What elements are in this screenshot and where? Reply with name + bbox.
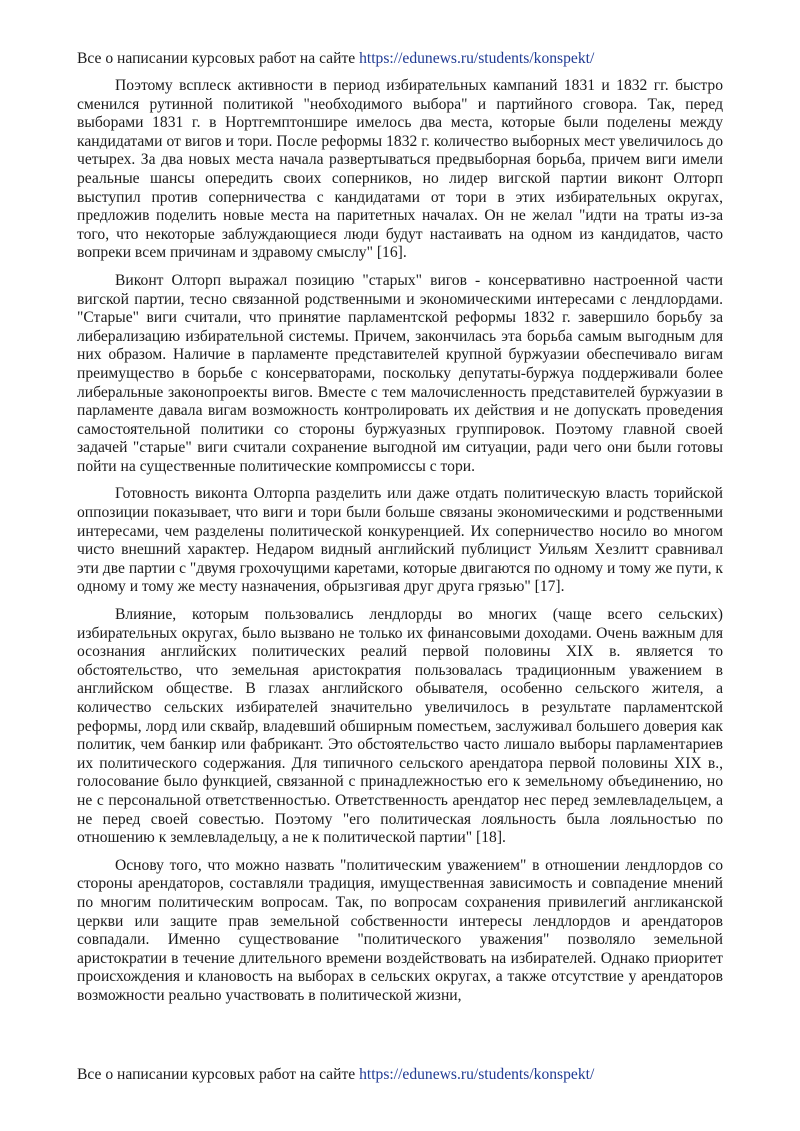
paragraph-3: Готовность виконта Олторпа разделить или даже отдать политическую власть торийской оппозиции показывает, что виги и тори были больше связаны экономическими и родственными интересами, чем разделены политической конкуренцией. Их соперничество носило во многом чисто внешний характер. Недаром видный английский публицист Уильям Хезлитт сравнивал эти две партии с "двумя грохочущими каретами, которые двигаются по одному и тому же пути, к одному и тому же месту назначения, обрызгивая друг друга грязью" [17]. xyxy=(77,485,723,596)
paragraph-1: Поэтому всплеск активности в период избирательных кампаний 1831 и 1832 гг. быстро сменился рутинной политикой "необходимого выбора" и партийного сговора. Так, перед выборами 1831 г. в Нортгемптоншире имелось два места, которые были поделены между кандидатами от вигов и тори. После реформы 1832 г. количество выборных мест увеличилось до четырех. За два новых места начала развертываться предвыборная борьба, причем виги имели реальные шансы опередить своих соперников, но лидер вигской партии виконт Олторп выступил против соперничества с кандидатами от тори в этих избирательных округах, предложив поделить новые места на паритетных началах. Он не желал "идти на траты из-за того, что некоторые заблуждающиеся люди будут настаивать на одном из кандидатов, часто вопреки всем причинам и здравому смыслу" [16]. xyxy=(77,77,723,262)
header-link[interactable]: https://edunews.ru/students/konspekt/ xyxy=(359,50,595,67)
footer-link[interactable]: https://edunews.ru/students/konspekt/ xyxy=(359,1066,595,1083)
page-footer xyxy=(77,1066,594,1084)
page-header xyxy=(77,50,594,68)
paragraph-5: Основу того, что можно назвать "политическим уважением" в отношении лендлордов со стороны арендаторов, составляли традиция, имущественная зависимость и совпадение мнений по многим политическим вопросам. Так, по вопросам сохранения привилегий англиканской церкви или защите прав земельной собственности интересы лендлордов и арендаторов совпадали. Именно существование "политического уважения" позволяло земельной аристократии в течение длительного времени воздействовать на избирателей. Однако приоритет происхождения и клановость на выборах в сельских округах, а также отсутствие у арендаторов возможности реально участвовать в политической жизни, xyxy=(77,856,723,1004)
paragraph-2: Виконт Олторп выражал позицию "старых" вигов - консервативно настроенной части вигской партии, тесно связанной родственными и экономическими интересами с лендлордами. "Старые" виги считали, что принятие парламентской реформы 1832 г. завершило борьбу за либерализацию избирательной системы. Причем, закончилась эта борьба самым выгодным для них образом. Наличие в парламенте представителей крупной буржуазии обеспечивало вигам преимущество в борьбе с консерваторами, поскольку депутаты-буржуа поддерживали более либеральные законопроекты вигов. Вместе с тем малочисленность представителей буржуазии в парламенте давала вигам возможность контролировать их действия и не допускать проведения самостоятельной политики со стороны буржуазных группировок. Поэтому главной своей задачей "старые" виги считали сохранение выгодной им ситуации, ради чего они были готовы пойти на существенные политические компромиссы с тори. xyxy=(77,271,723,475)
footer-text: Все о написании курсовых работ на сайте xyxy=(77,1066,360,1083)
document-body xyxy=(77,77,723,1006)
paragraph-4: Влияние, которым пользовались лендлорды во многих (чаще всего сельских) избирательных округах, было вызвано не только их финансовыми доходами. Очень важным для осознания английских политических реалий первой половины XIX в. является то обстоятельство, что земельная аристократия пользовалась традиционным уважением в английском обществе. В глазах английского обывателя, особенно сельского жителя, а количество сельских избирателей значительно увеличилось в результате парламентской реформы, лорд или сквайр, владевший обширным поместьем, заслуживал большего доверия как политик, чем банкир или фабрикант. Это обстоятельство часто лишало выборы парламентариев их политического содержания. Для типичного сельского арендатора первой половины XIX в., голосование было функцией, связанной с принадлежностью его к земельному объединению, но не с персональной ответственностью. Ответственность арендатор нес перед землевладельцем, а не перед своей совестью. Поэтому "его политическая лояльность была лояльностью по отношению к землевладельцу, а не к политической партии" [18]. xyxy=(77,606,723,847)
header-text: Все о написании курсовых работ на сайте xyxy=(77,50,360,67)
